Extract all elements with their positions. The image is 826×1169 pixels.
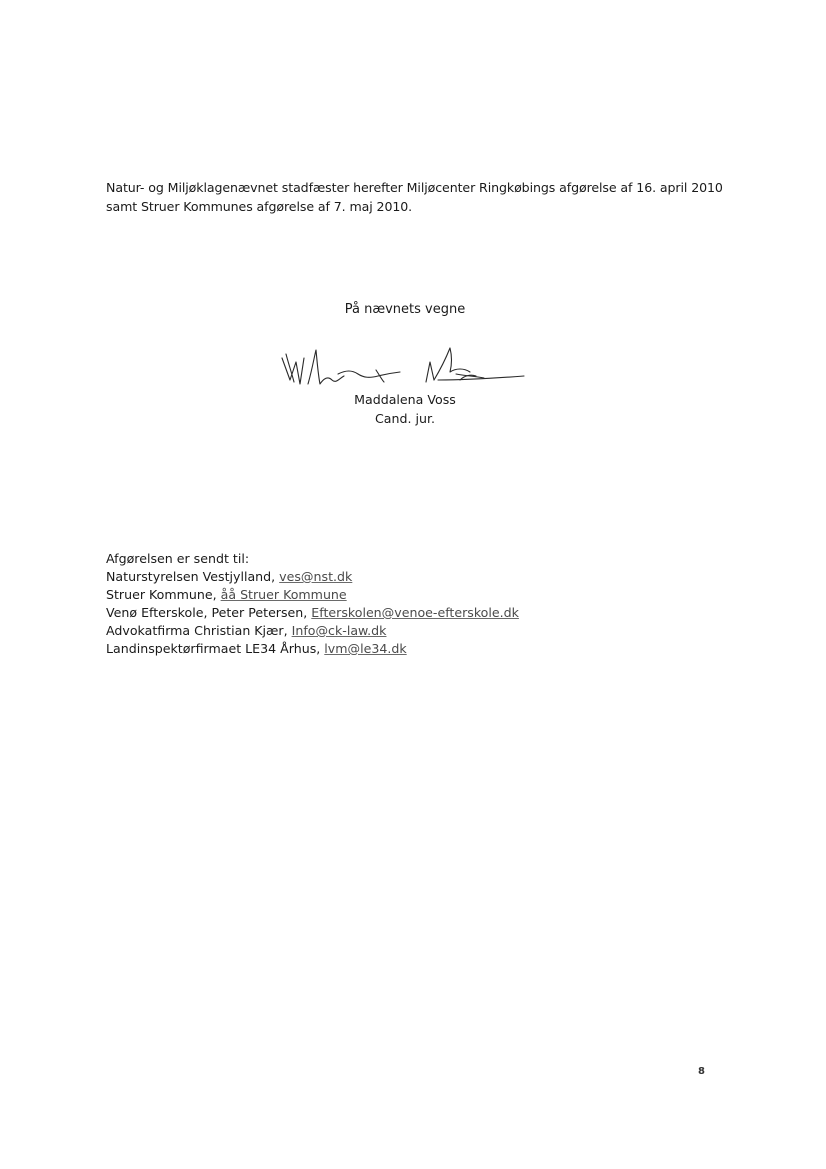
recipient-row	[106, 640, 706, 658]
recipient-email-link[interactable]: ves@nst.dk	[279, 569, 353, 584]
recipient-email-link[interactable]: Info@ck-law.dk	[291, 623, 387, 638]
distribution-list	[106, 550, 706, 658]
signer-block	[300, 390, 510, 428]
decision-line-2: samt Struer Kommunes afgørelse af 7. maj 2010.	[106, 199, 413, 214]
signer-name: Maddalena Voss	[354, 392, 456, 407]
recipient-row	[106, 586, 706, 604]
recipient-name: Struer Kommune,	[106, 587, 221, 602]
recipient-row	[106, 622, 706, 640]
recipient-name: Venø Efterskole, Peter Petersen,	[106, 605, 312, 620]
recipient-row	[106, 604, 706, 622]
recipient-email-link[interactable]: åå Struer Kommune	[220, 587, 347, 602]
recipient-name: Naturstyrelsen Vestjylland,	[106, 569, 280, 584]
closing-phrase: På nævnets vegne	[344, 302, 466, 317]
recipient-name: Advokatfirma Christian Kjær,	[106, 623, 292, 638]
signer-title: Cand. jur.	[375, 411, 435, 426]
distribution-heading: Afgørelsen er sendt til:	[106, 551, 250, 566]
page-number: 8	[698, 1066, 705, 1077]
decision-line-1: Natur- og Miljøklagenævnet stadfæster herefter Miljøcenter Ringkøbings afgørelse af 16. april 2010	[106, 180, 723, 195]
decision-paragraph	[106, 178, 723, 216]
recipient-email-link[interactable]: lvm@le34.dk	[324, 641, 407, 656]
recipient-row	[106, 568, 706, 586]
recipient-name: Landinspektørfirmaet LE34 Århus,	[106, 641, 325, 656]
recipient-email-link[interactable]: Efterskolen@venoe-efterskole.dk	[311, 605, 519, 620]
handwritten-signature	[278, 340, 528, 392]
